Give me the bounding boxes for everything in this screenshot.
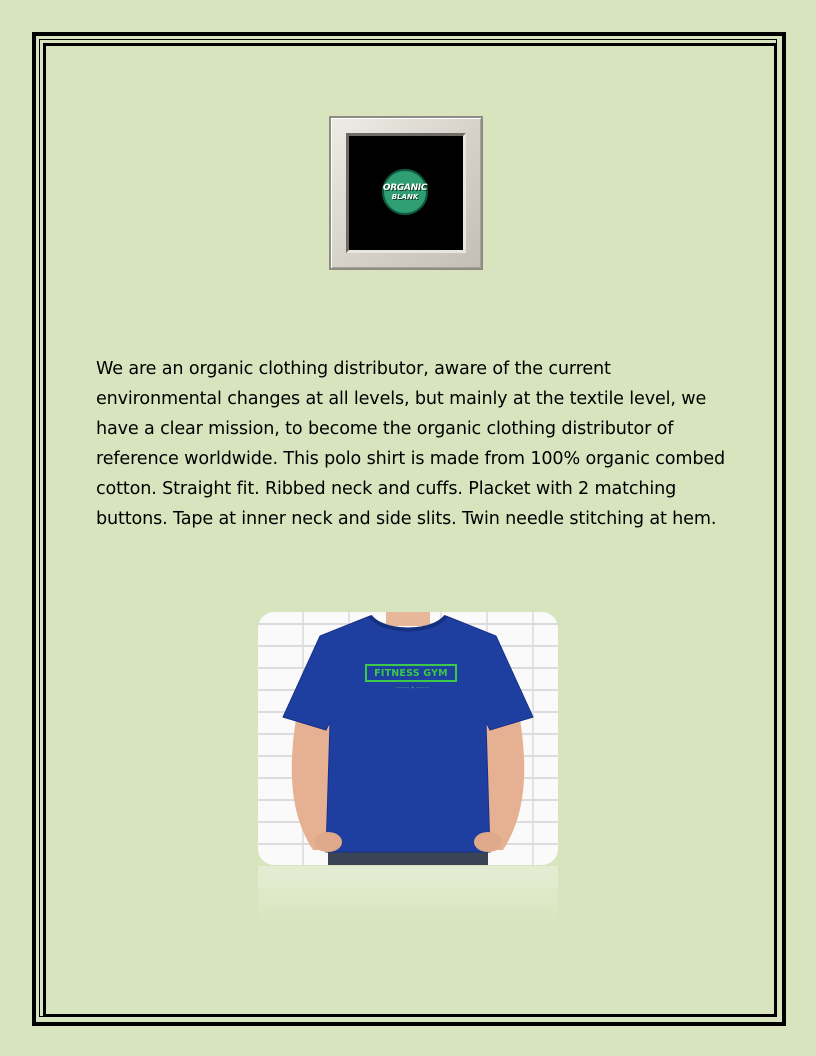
tshirt-photo	[258, 612, 558, 865]
model-illustration	[258, 612, 558, 865]
model-right-hand	[474, 832, 502, 852]
company-description: We are an organic clothing distributor, aware of the current environmental changes at all levels, but mainly at the textile level, we have a clear mission, to become the organic clothing distributor of reference worldwide. This polo shirt is made from 100% organic combed cotton. Straight fit. Ribbed neck and cuffs. Placket with 2 matching buttons. Tape at inner neck and side slits. Twin needle stitching at hem.	[96, 359, 726, 529]
organic-blank-logo	[382, 169, 428, 215]
logo-mat	[346, 133, 466, 253]
logo-frame	[329, 116, 483, 270]
photo-reflection	[258, 866, 558, 926]
model-left-hand	[314, 832, 342, 852]
logo-text-organic: ORGANIC	[382, 182, 428, 193]
model-neck	[386, 612, 430, 626]
shirt-print-text: FITNESS GYM	[365, 664, 457, 682]
shirt-print-tagline: ——— ✦ ———	[396, 685, 430, 690]
logo-text-blank: BLANK	[391, 192, 419, 201]
